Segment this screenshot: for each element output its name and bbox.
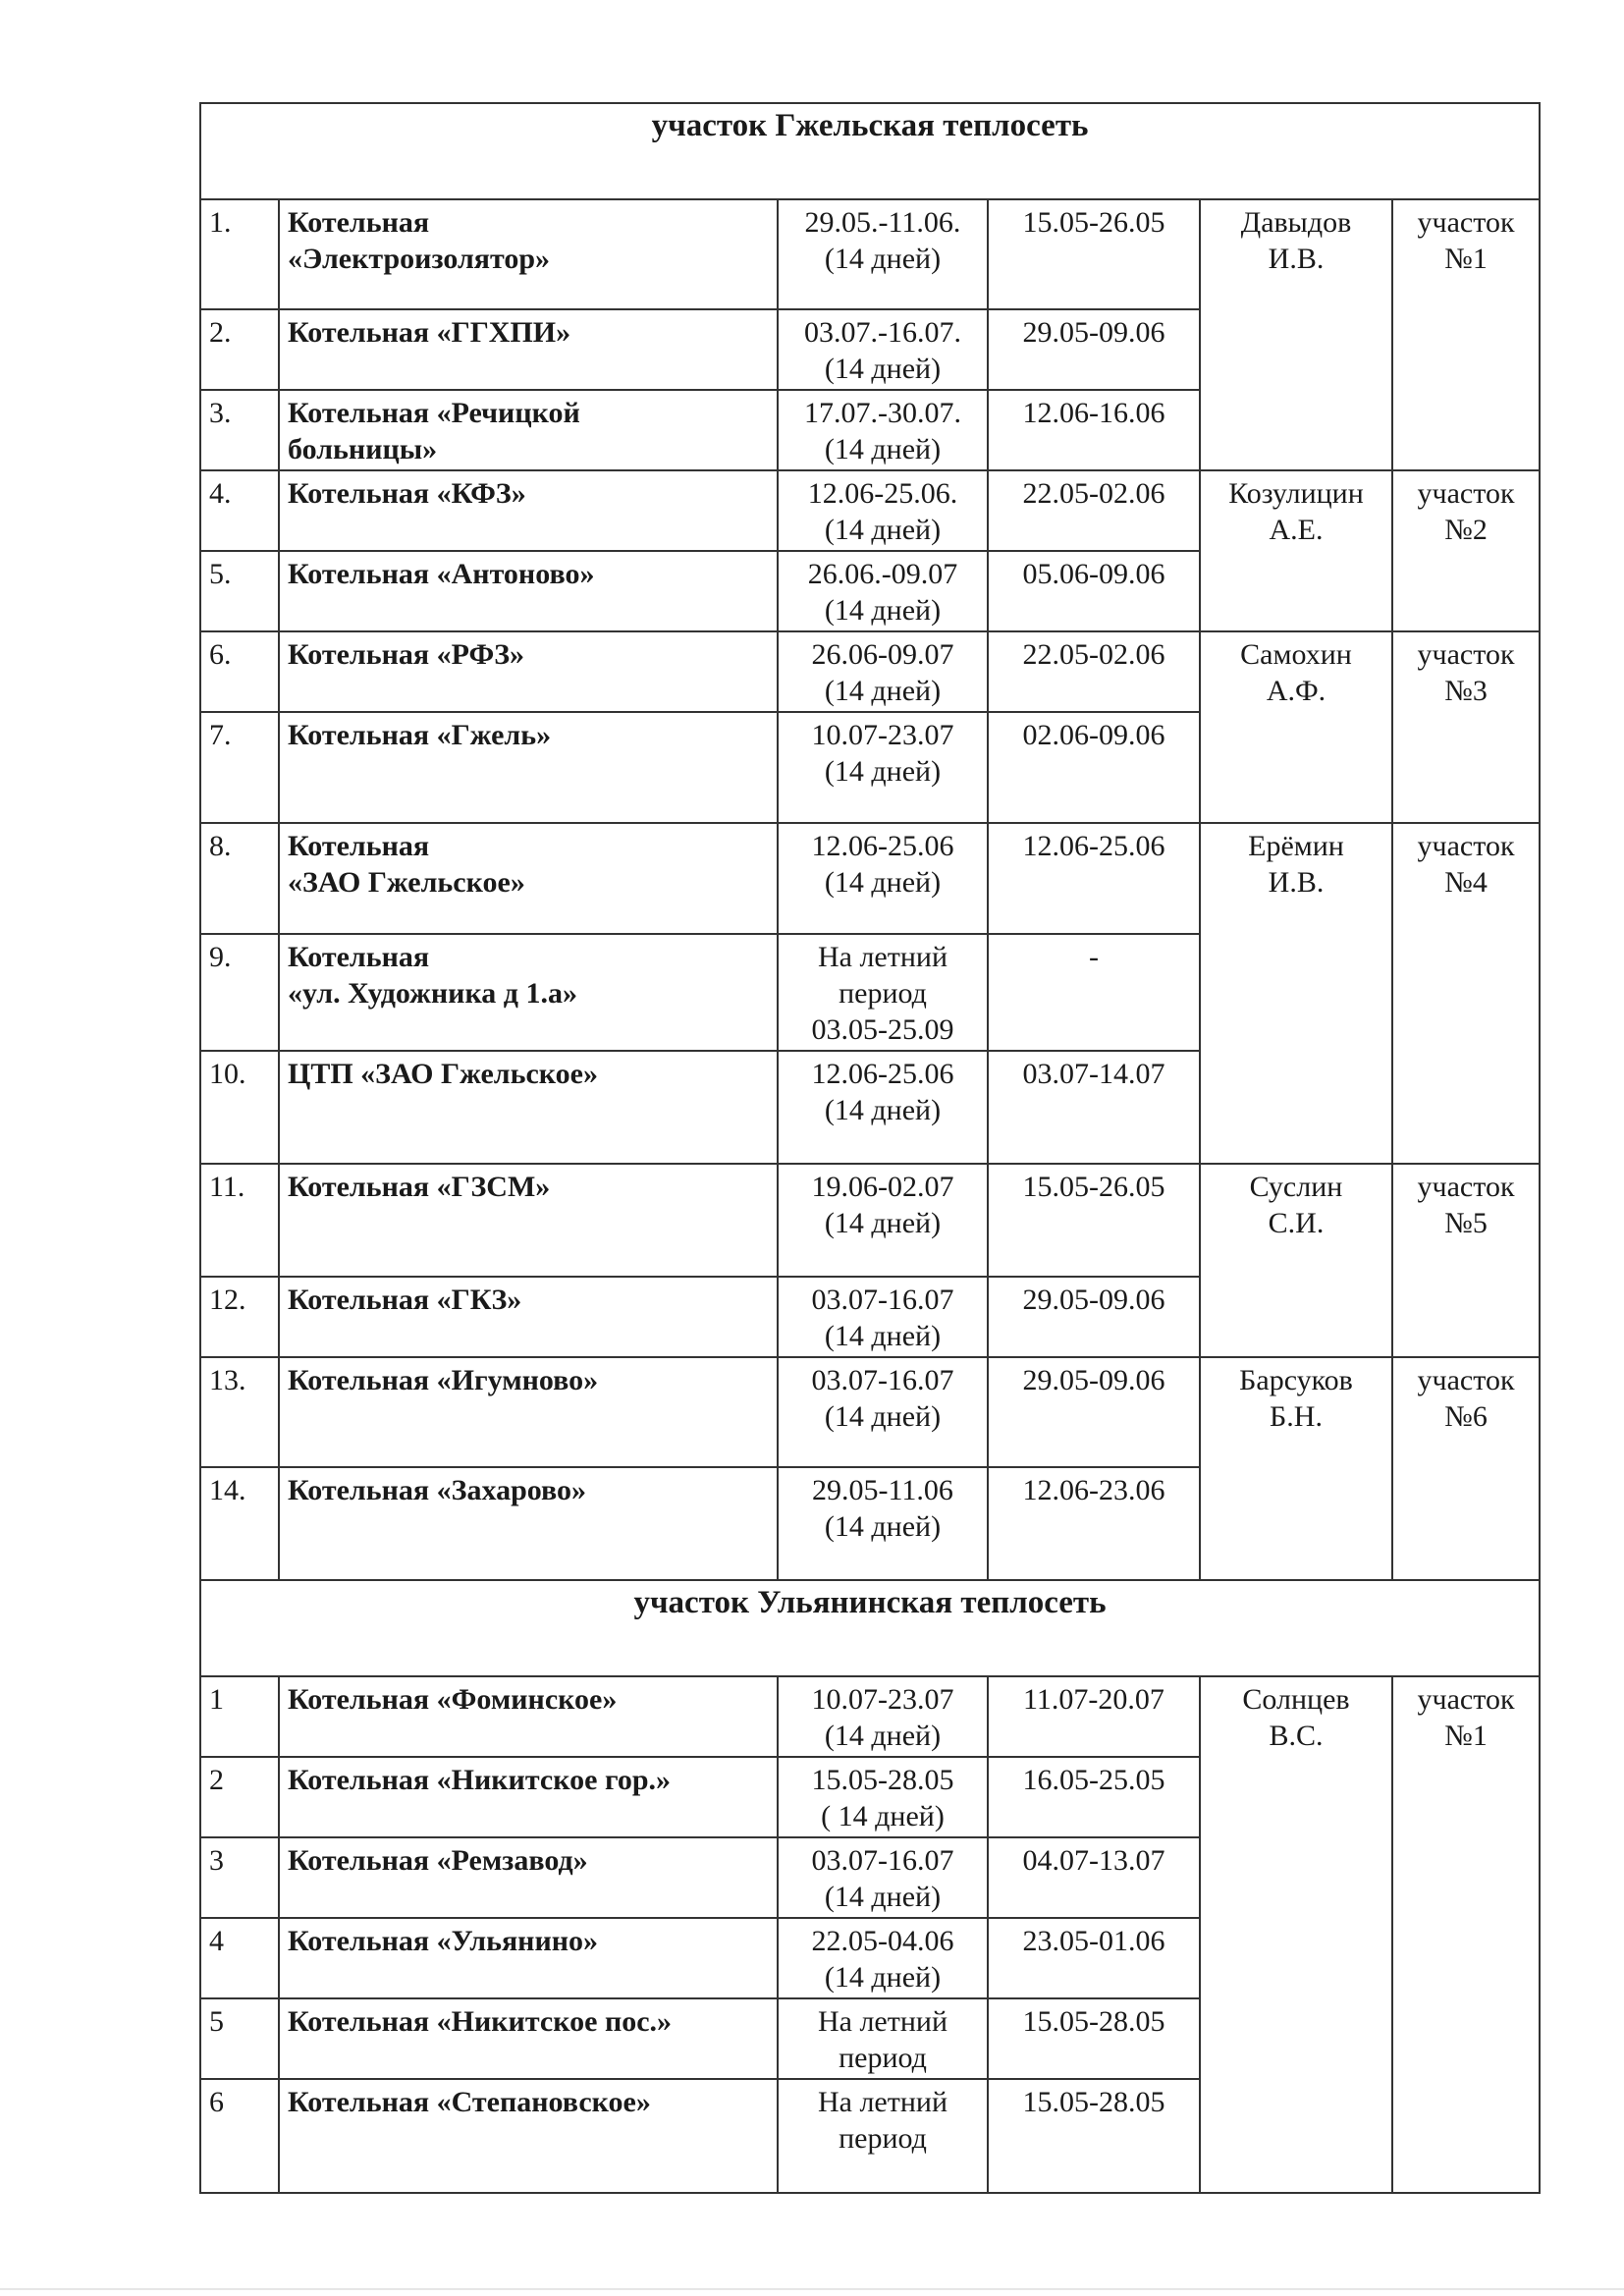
responsible-person-line: И.В. <box>1268 866 1325 899</box>
district-label <box>1392 823 1540 1164</box>
boiler-name <box>279 1164 778 1277</box>
shutdown-period <box>778 551 988 631</box>
table-row <box>200 1357 1540 1467</box>
test-dates: 29.05-09.06 <box>988 1277 1200 1357</box>
boiler-name <box>279 1837 778 1918</box>
boiler-name-line: Котельная «Фоминское» <box>288 1683 618 1716</box>
shutdown-period-line: 19.06-02.07 <box>811 1171 954 1203</box>
test-dates: 05.06-09.06 <box>988 551 1200 631</box>
row-number: 12. <box>200 1277 279 1357</box>
shutdown-period-line: 03.07-16.07 <box>811 1844 954 1877</box>
test-dates: 02.06-09.06 <box>988 712 1200 823</box>
boiler-name <box>279 1467 778 1580</box>
section-title: участок Ульянинская теплосеть <box>200 1580 1540 1676</box>
boiler-name <box>279 1277 778 1357</box>
shutdown-period-line: (14 дней) <box>824 243 942 275</box>
boiler-name-line: Котельная «КФЗ» <box>288 477 526 510</box>
shutdown-period-line: На летний <box>817 2005 948 2038</box>
section-title: участок Гжельская теплосеть <box>200 103 1540 199</box>
boiler-name-line: Котельная «РФЗ» <box>288 638 525 671</box>
district-label <box>1392 1357 1540 1580</box>
district-label-line: участок <box>1417 1364 1515 1396</box>
shutdown-period <box>778 1467 988 1580</box>
row-number: 5 <box>200 1998 279 2079</box>
table-row <box>200 1164 1540 1277</box>
row-number: 4 <box>200 1918 279 1998</box>
responsible-person-line: И.В. <box>1268 243 1325 275</box>
row-number: 6 <box>200 2079 279 2193</box>
test-dates: 04.07-13.07 <box>988 1837 1200 1918</box>
responsible-person-line: Б.Н. <box>1270 1400 1323 1433</box>
shutdown-period-line: (14 дней) <box>824 514 942 546</box>
shutdown-period <box>778 1357 988 1467</box>
responsible-person-line: Самохин <box>1240 638 1352 671</box>
district-label-line: участок <box>1417 1171 1515 1203</box>
row-number: 10. <box>200 1051 279 1164</box>
responsible-person-line: Суслин <box>1249 1171 1343 1203</box>
schedule-body <box>200 103 1540 2193</box>
district-label-line: участок <box>1417 477 1515 510</box>
boiler-name-line: Котельная <box>288 941 430 973</box>
row-number: 2 <box>200 1757 279 1837</box>
boiler-name-line: Котельная «Речицкой <box>288 397 580 429</box>
row-number: 7. <box>200 712 279 823</box>
boiler-name-line: Котельная «Никитское пос.» <box>288 2005 673 2038</box>
boiler-name <box>279 470 778 551</box>
district-label-line: №6 <box>1444 1400 1488 1433</box>
shutdown-period-line: ( 14 дней) <box>821 1800 945 1832</box>
boiler-name-line: Котельная «Антоново» <box>288 558 595 590</box>
shutdown-period <box>778 1998 988 2079</box>
shutdown-period-line: 22.05-04.06 <box>811 1925 954 1957</box>
test-dates: 29.05-09.06 <box>988 309 1200 390</box>
shutdown-period <box>778 1164 988 1277</box>
boiler-name-line: больницы» <box>288 433 438 465</box>
test-dates: - <box>988 934 1200 1051</box>
responsible-person <box>1200 823 1392 1164</box>
boiler-name-line: Котельная «Захарово» <box>288 1474 586 1506</box>
boiler-name <box>279 712 778 823</box>
row-number: 3. <box>200 390 279 470</box>
boiler-name <box>279 2079 778 2193</box>
test-dates: 22.05-02.06 <box>988 631 1200 712</box>
shutdown-period <box>778 1051 988 1164</box>
shutdown-period-line: На летний <box>817 2086 948 2118</box>
boiler-name <box>279 1757 778 1837</box>
shutdown-period-line: 03.07.-16.07. <box>804 316 961 349</box>
test-dates: 29.05-09.06 <box>988 1357 1200 1467</box>
shutdown-period-line: (14 дней) <box>824 755 942 788</box>
shutdown-period-line: (14 дней) <box>824 1320 942 1352</box>
responsible-person-line: Солнцев <box>1242 1683 1350 1716</box>
shutdown-period-line: 29.05.-11.06. <box>804 206 961 239</box>
shutdown-period-line: (14 дней) <box>824 1961 942 1994</box>
boiler-name <box>279 551 778 631</box>
boiler-name <box>279 1998 778 2079</box>
scan-edge-line <box>0 2288 1624 2290</box>
shutdown-period-line: 15.05-28.05 <box>811 1764 954 1796</box>
district-label-line: №4 <box>1444 866 1488 899</box>
test-dates: 15.05-28.05 <box>988 2079 1200 2193</box>
boiler-name-line: Котельная «ГЗСМ» <box>288 1171 551 1203</box>
boiler-name <box>279 309 778 390</box>
district-label-line: №5 <box>1444 1207 1488 1239</box>
boiler-name <box>279 390 778 470</box>
test-dates: 12.06-16.06 <box>988 390 1200 470</box>
boiler-name-line: Котельная <box>288 830 430 862</box>
shutdown-period-line: (14 дней) <box>824 1094 942 1126</box>
table-row <box>200 823 1540 934</box>
test-dates: 12.06-23.06 <box>988 1467 1200 1580</box>
table-row <box>200 470 1540 551</box>
responsible-person <box>1200 1164 1392 1357</box>
shutdown-period-line: 26.06-09.07 <box>811 638 954 671</box>
row-number: 13. <box>200 1357 279 1467</box>
shutdown-period-line: 10.07-23.07 <box>811 719 954 751</box>
shutdown-period-line: период <box>839 2122 927 2155</box>
district-label <box>1392 470 1540 631</box>
district-label-line: №3 <box>1444 675 1488 707</box>
boiler-name <box>279 1676 778 1757</box>
shutdown-period-line: 26.06.-09.07 <box>807 558 958 590</box>
boiler-name-line: «Электроизолятор» <box>288 243 551 275</box>
responsible-person-line: Барсуков <box>1239 1364 1353 1396</box>
shutdown-period-line: (14 дней) <box>824 433 942 465</box>
district-label-line: №1 <box>1444 1720 1488 1752</box>
row-number: 2. <box>200 309 279 390</box>
boiler-name-line: Котельная «ГКЗ» <box>288 1284 522 1316</box>
responsible-person <box>1200 1357 1392 1580</box>
boiler-name <box>279 199 778 309</box>
shutdown-period-line: На летний <box>817 941 948 973</box>
boiler-name-line: Котельная <box>288 206 430 239</box>
shutdown-period-line: 03.05-25.09 <box>811 1013 954 1046</box>
test-dates: 12.06-25.06 <box>988 823 1200 934</box>
table-row <box>200 1676 1540 1757</box>
district-label <box>1392 199 1540 470</box>
row-number: 1 <box>200 1676 279 1757</box>
shutdown-period-line: 12.06-25.06. <box>807 477 958 510</box>
test-dates: 03.07-14.07 <box>988 1051 1200 1164</box>
row-number: 3 <box>200 1837 279 1918</box>
shutdown-period-line: 29.05-11.06 <box>812 1474 953 1506</box>
row-number: 9. <box>200 934 279 1051</box>
shutdown-period-line: (14 дней) <box>824 675 942 707</box>
shutdown-period-line: (14 дней) <box>824 1510 942 1543</box>
shutdown-period-line: 10.07-23.07 <box>811 1683 954 1716</box>
test-dates: 15.05-26.05 <box>988 1164 1200 1277</box>
shutdown-period <box>778 1757 988 1837</box>
district-label-line: №2 <box>1444 514 1488 546</box>
boiler-name <box>279 1051 778 1164</box>
district-label-line: участок <box>1417 830 1515 862</box>
boiler-name-line: ЦТП «ЗАО Гжельское» <box>288 1058 598 1090</box>
responsible-person <box>1200 199 1392 470</box>
row-number: 8. <box>200 823 279 934</box>
district-label-line: участок <box>1417 638 1515 671</box>
boiler-name-line: Котельная «Ульянино» <box>288 1925 599 1957</box>
responsible-person-line: Козулицин <box>1228 477 1364 510</box>
district-label <box>1392 631 1540 823</box>
shutdown-period-line: (14 дней) <box>824 1207 942 1239</box>
shutdown-period-line: период <box>839 977 927 1010</box>
shutdown-period-line: (14 дней) <box>824 1720 942 1752</box>
shutdown-period-line: период <box>839 2042 927 2074</box>
shutdown-period-line: (14 дней) <box>824 1400 942 1433</box>
boiler-name-line: Котельная «Степановское» <box>288 2086 651 2118</box>
shutdown-period <box>778 2079 988 2193</box>
boiler-name <box>279 1918 778 1998</box>
district-label-line: участок <box>1417 1683 1515 1716</box>
test-dates: 15.05-26.05 <box>988 199 1200 309</box>
row-number: 1. <box>200 199 279 309</box>
boiler-name-line: Котельная «Гжель» <box>288 719 552 751</box>
shutdown-period <box>778 1277 988 1357</box>
shutdown-period-line: (14 дней) <box>824 1881 942 1913</box>
table-row <box>200 199 1540 309</box>
row-number: 11. <box>200 1164 279 1277</box>
responsible-person-line: Давыдов <box>1240 206 1352 239</box>
boiler-name-line: Котельная «Ремзавод» <box>288 1844 588 1877</box>
test-dates: 11.07-20.07 <box>988 1676 1200 1757</box>
section-row <box>200 103 1540 199</box>
boiler-name-line: «ул. Художника д 1.а» <box>288 977 577 1010</box>
shutdown-period-line: 03.07-16.07 <box>811 1364 954 1396</box>
responsible-person <box>1200 1676 1392 2193</box>
schedule-table <box>199 102 1541 2194</box>
shutdown-period <box>778 1676 988 1757</box>
boiler-name-line: Котельная «Никитское гор.» <box>288 1764 671 1796</box>
shutdown-period-line: (14 дней) <box>824 866 942 899</box>
row-number: 5. <box>200 551 279 631</box>
district-label-line: №1 <box>1444 243 1488 275</box>
test-dates: 23.05-01.06 <box>988 1918 1200 1998</box>
shutdown-period <box>778 934 988 1051</box>
boiler-name-line: Котельная «ГГХПИ» <box>288 316 571 349</box>
boiler-name <box>279 631 778 712</box>
shutdown-period <box>778 1918 988 1998</box>
responsible-person-line: А.Ф. <box>1266 675 1326 707</box>
responsible-person <box>1200 470 1392 631</box>
responsible-person-line: А.Е. <box>1269 514 1324 546</box>
row-number: 6. <box>200 631 279 712</box>
boiler-name <box>279 1357 778 1467</box>
section-row <box>200 1580 1540 1676</box>
boiler-name-line: Котельная «Игумново» <box>288 1364 599 1396</box>
district-label <box>1392 1164 1540 1357</box>
responsible-person <box>1200 631 1392 823</box>
shutdown-period <box>778 199 988 309</box>
shutdown-period <box>778 631 988 712</box>
row-number: 14. <box>200 1467 279 1580</box>
shutdown-period-line: (14 дней) <box>824 594 942 627</box>
test-dates: 16.05-25.05 <box>988 1757 1200 1837</box>
responsible-person-line: Ерёмин <box>1248 830 1344 862</box>
test-dates: 15.05-28.05 <box>988 1998 1200 2079</box>
district-label-line: участок <box>1417 206 1515 239</box>
shutdown-period-line: (14 дней) <box>824 353 942 385</box>
shutdown-period <box>778 390 988 470</box>
boiler-name-line: «ЗАО Гжельское» <box>288 866 525 899</box>
shutdown-period-line: 12.06-25.06 <box>811 1058 954 1090</box>
shutdown-period <box>778 712 988 823</box>
shutdown-period <box>778 1837 988 1918</box>
row-number: 4. <box>200 470 279 551</box>
shutdown-period <box>778 823 988 934</box>
shutdown-period-line: 03.07-16.07 <box>811 1284 954 1316</box>
shutdown-period <box>778 309 988 390</box>
shutdown-period-line: 12.06-25.06 <box>811 830 954 862</box>
test-dates: 22.05-02.06 <box>988 470 1200 551</box>
boiler-name <box>279 934 778 1051</box>
table-row <box>200 631 1540 712</box>
shutdown-period-line: 17.07.-30.07. <box>804 397 961 429</box>
boiler-name <box>279 823 778 934</box>
shutdown-period <box>778 470 988 551</box>
responsible-person-line: С.И. <box>1268 1207 1325 1239</box>
district-label <box>1392 1676 1540 2193</box>
responsible-person-line: В.С. <box>1269 1720 1324 1752</box>
